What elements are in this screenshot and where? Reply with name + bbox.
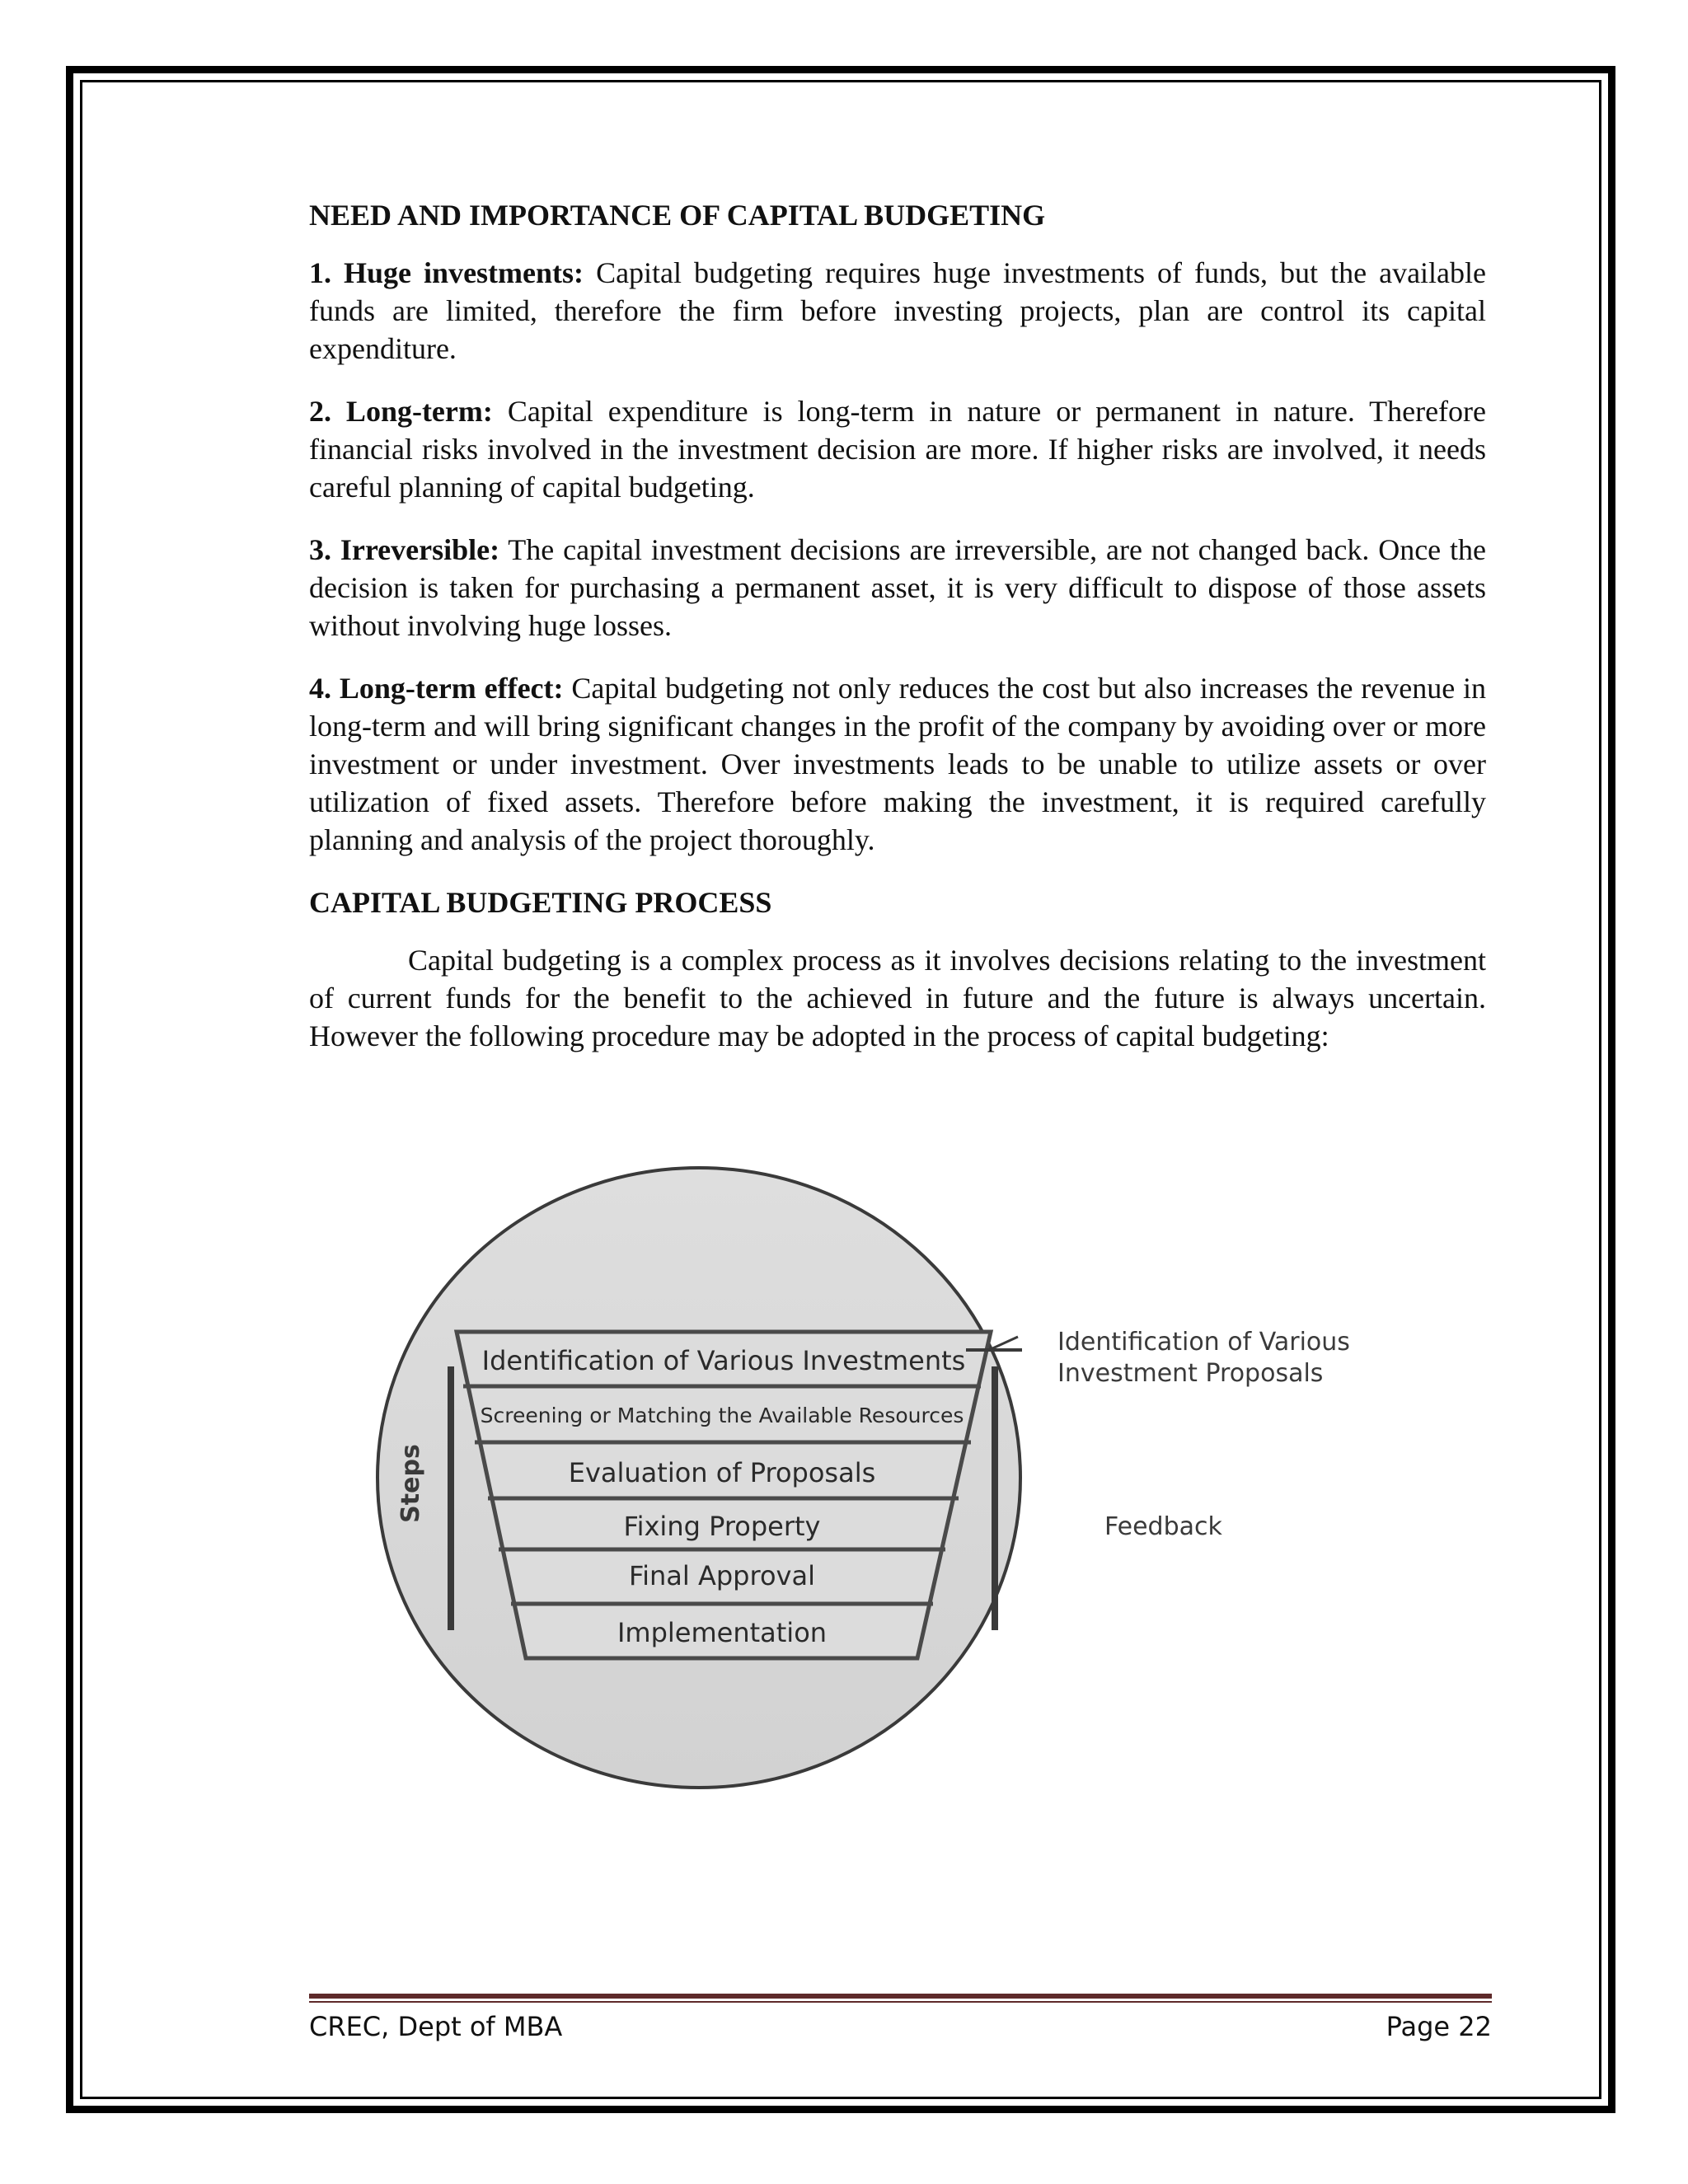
process-intro: Capital budgeting is a complex process as it involves decisions relating to the investment of current funds for the benefit to the achieved in future and the future is always uncertain. However the following procedure may be adopted in the process of capital budgeting:	[309, 944, 1486, 1052]
level-final-approval: Final Approval	[629, 1560, 815, 1591]
point-label: 1. Huge investments:	[309, 256, 584, 289]
callout-text-line2: Investment Proposals	[1057, 1359, 1324, 1388]
level-implementation: Implementation	[617, 1617, 828, 1648]
level-fixing-property: Fixing Property	[623, 1511, 821, 1542]
section-heading-process: CAPITAL BUDGETING PROCESS	[309, 886, 772, 919]
footer-rule-thin	[309, 2001, 1492, 2003]
feedback-bar	[992, 1366, 998, 1630]
point-irreversible	[309, 531, 1486, 644]
point-text: Capital budgeting not only reduces the cost but also increases the revenue in long-term and will bring significant changes in the profit of the company by avoiding over or more investment or under investment. Over investments leads to be unable to utilize assets or over utilization of fixed assets. Therefore before making the investment, it is required carefully planning and analysis of the project thoroughly.	[309, 672, 1487, 856]
point-long-term-effect	[309, 669, 1486, 859]
page-content	[309, 196, 1486, 1080]
level-evaluation: Evaluation of Proposals	[568, 1457, 876, 1488]
level-identification: Identification of Various Investments	[481, 1345, 966, 1376]
point-huge-investments	[309, 254, 1486, 368]
point-text: The capital investment decisions are irreversible, are not changed back. Once the decision is taken for purchasing a permanent asset, it is very difficult to dispose of those assets without involving huge losses.	[309, 533, 1486, 642]
footer-rule	[309, 1994, 1492, 1999]
section-heading-need: NEED AND IMPORTANCE OF CAPITAL BUDGETING	[309, 199, 1046, 232]
point-label: 2. Long-term:	[309, 395, 493, 428]
point-text: Capital budgeting requires huge investments of funds, but the available funds are limited, therefore the firm before investing projects, plan are control its capital expenditure.	[309, 256, 1487, 365]
capital-budgeting-diagram	[363, 1154, 1352, 1797]
level-screening: Screening or Matching the Available Resources	[480, 1404, 964, 1427]
point-label: 4. Long-term effect:	[309, 672, 564, 705]
steps-bar	[448, 1366, 454, 1630]
callout-line	[989, 1337, 1018, 1350]
callout-text-line1: Identification of Various	[1057, 1328, 1350, 1357]
point-label: 3. Irreversible:	[309, 533, 500, 566]
steps-label: Steps	[396, 1444, 425, 1523]
process-funnel	[457, 1332, 991, 1658]
point-text: Capital expenditure is long-term in nature or permanent in nature. Therefore financial risks involved in the investment decision are more. If higher risks are involved, it needs careful planning of capital budgeting.	[309, 395, 1486, 504]
point-long-term	[309, 392, 1486, 506]
footer-department: CREC, Dept of MBA	[309, 2011, 563, 2042]
page-footer	[309, 2011, 1492, 2042]
feedback-label: Feedback	[1104, 1512, 1222, 1541]
footer-page-number: Page 22	[1386, 2011, 1492, 2042]
